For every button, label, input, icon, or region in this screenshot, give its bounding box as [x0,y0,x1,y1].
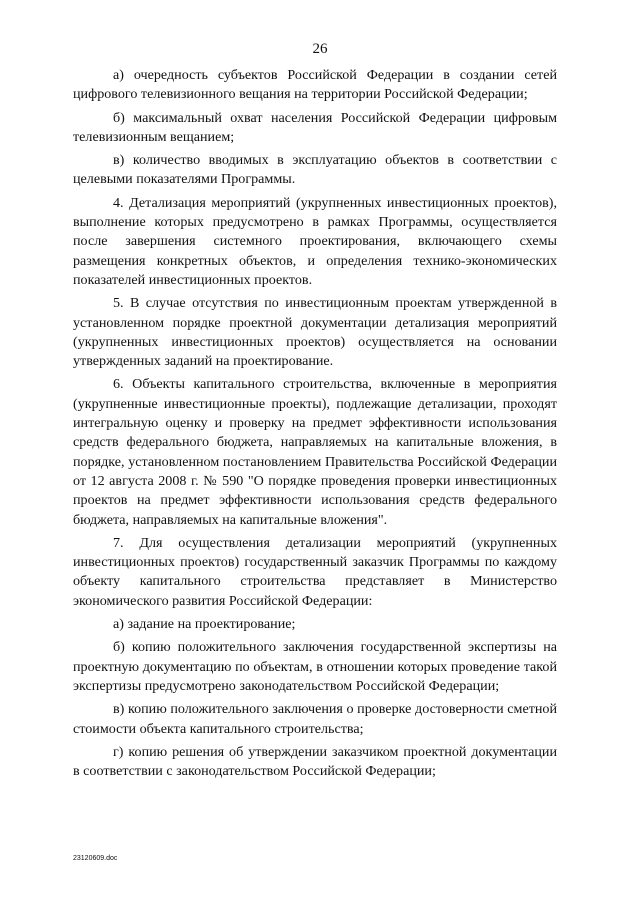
paragraph-item-c-objects: в) количество вводимых в эксплуатацию объектов в соответствии с целевыми показателями Программы. [73,152,557,188]
paragraph-item-c-cost-check: в) копию положительного заключения о проверке достоверности сметной стоимости объекта капитального строительства; [73,701,557,737]
paragraph-section-7: 7. Для осуществления детализации мероприятий (укрупненных инвестиционных проектов) государственный заказчик Программы по каждому объекту капитального строительства представляет в Министерство экономического развития Российской Федерации: [73,534,557,609]
paragraph-item-a-design-task: а) задание на проектирование; [113,616,296,633]
file-name-footer: 23120609.doc [73,855,118,862]
paragraph-item-b-expertise: б) копию положительного заключения государственной экспертизы на проектную документацию по объектам, в отношении которых проведение такой экспертизы предусмотрено законодательством Российской Федерации; [73,639,557,694]
paragraph-section-4: 4. Детализация мероприятий (укрупненных инвестиционных проектов), выполнение которых предусмотрено в рамках Программы, осуществляется после завершения системного проектирования, включающего схемы размещения конкретных объектов, и определения технико-экономических показателей инвестиционных проектов. [73,194,557,288]
page-number: 26 [312,41,328,57]
paragraph-item-d-approval: г) копию решения об утверждении заказчиком проектной документации в соответствии с законодательством Российской Федерации; [73,743,557,780]
paragraph-section-6: 6. Объекты капитального строительства, включенные в мероприятия (укрупненные инвестиционные проекты), подлежащие детализации, проходят интегральную оценку и проверку на предмет эффективности использования средств федерального бюджета, направляемых на капитальные вложения, в порядке, установленном постановлением Правительства Российской Федерации от 12 августа 2008 г. № 590 "О порядке проведения проверки инвестиционных проектов на предмет эффективности использования средств федерального бюджета, направляемых на капитальные вложения". [73,376,557,528]
document-body [73,66,557,785]
paragraph-section-5: 5. В случае отсутствия по инвестиционным проектам утвержденной в установленном порядке проектной документации детализация мероприятий (укрупненных инвестиционных проектов) осуществляется на основании утвержденных заданий на проектирование. [73,295,557,370]
paragraph-item-a-order: а) очередность субъектов Российской Федерации в создании сетей цифрового телевизионного вещания на территории Российской Федерации; [73,67,557,103]
paragraph-item-b-coverage: б) максимальный охват населения Российской Федерации цифровым телевизионным вещанием; [73,109,557,145]
